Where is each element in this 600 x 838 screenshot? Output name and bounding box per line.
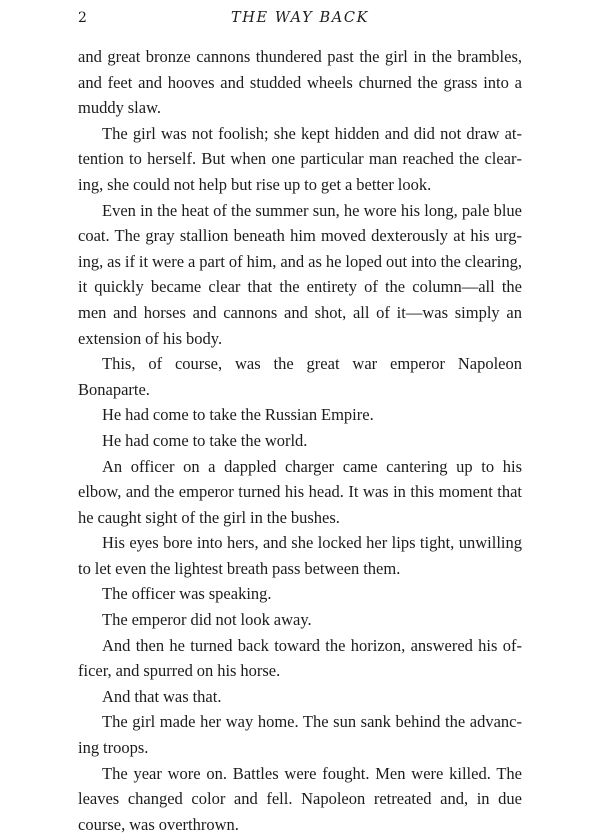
paragraph: He had come to take the world. bbox=[102, 430, 308, 450]
paragraph: The girl was not foolish; she kept hidden and did not draw attention to herself. But when one particular man reached the clearing, she could not help but rise up to get a better look. bbox=[78, 123, 522, 194]
paragraph: And then he turned back toward the horizon, answered his officer, and spurred on his horse. bbox=[78, 635, 522, 681]
page-number: 2 bbox=[78, 10, 88, 26]
paragraph: An officer on a dappled charger came cantering up to his elbow, and the emperor turned his head. It was in this moment that he caught sight of the girl in the bushes. bbox=[78, 456, 522, 527]
paragraph: The year wore on. Battles were fought. Men were killed. The leaves changed color and fell. Napoleon retreated and, in due course, was overthrown. bbox=[78, 763, 522, 834]
paragraph: And that was that. bbox=[102, 686, 222, 706]
body-text bbox=[78, 44, 522, 837]
paragraph: Even in the heat of the summer sun, he wore his long, pale blue coat. The gray stallion beneath him moved dexterously at his urging, as if it were a part of him, and as he loped out into the clearing, it quickly became clear that the entirety of the column—all the men and horses and cannons and shot, all of it—was simply an extension of his body. bbox=[78, 200, 522, 348]
paragraph-continuation: and great bronze cannons thundered past the girl in the brambles, and feet and hooves and studded wheels churned the grass into a muddy slaw. bbox=[78, 47, 522, 118]
paragraph: The emperor did not look away. bbox=[102, 610, 312, 630]
paragraph: The officer was speaking. bbox=[102, 584, 272, 604]
book-title: THE WAY BACK bbox=[230, 10, 369, 26]
paragraph: He had come to take the Russian Empire. bbox=[102, 405, 374, 425]
running-head bbox=[78, 8, 522, 28]
paragraph: His eyes bore into hers, and she locked her lips tight, unwilling to let even the lightest breath pass between them. bbox=[78, 533, 522, 578]
paragraph: The girl made her way home. The sun sank behind the advancing troops. bbox=[78, 712, 522, 758]
paragraph: This, of course, was the great war emperor Napoleon Bonaparte. bbox=[78, 354, 522, 399]
